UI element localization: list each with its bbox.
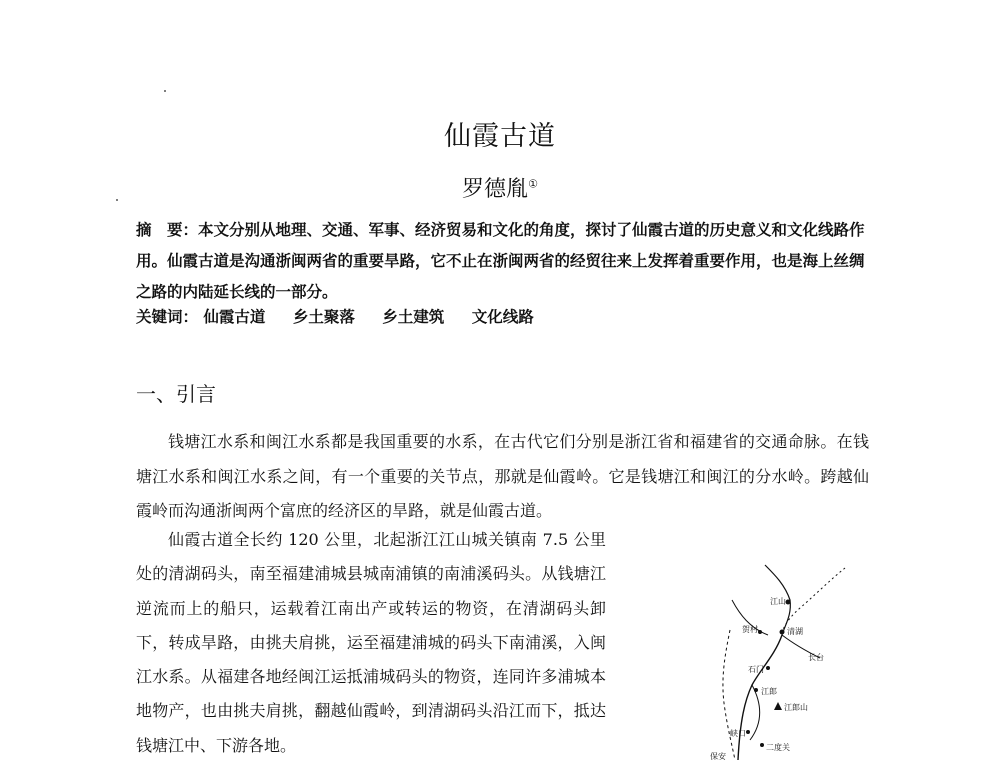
map-river-east	[782, 568, 845, 632]
keywords	[136, 304, 876, 330]
map-mountain-icon	[774, 702, 782, 710]
map-label-xiakou: 峡口	[730, 729, 746, 738]
author-footnote-mark: ①	[528, 177, 538, 191]
map-label-jiangshan: 江山	[770, 597, 786, 606]
route-map	[690, 560, 870, 760]
keyword-item: 乡土建筑	[382, 307, 445, 326]
section-heading: 一、引言	[136, 382, 216, 406]
body-paragraph-1: 钱塘江水系和闽江水系都是我国重要的水系，在古代它们分别是浙江省和福建省的交通命脉。在钱塘江水系和闽江水系之间，有一个重要的关节点，那就是仙霞岭。它是钱塘江和闽江的分水岭。跨越仙霞岭而沟通浙闽两个富庶的经济区的旱路，就是仙霞古道。	[136, 432, 869, 520]
map-marker-hecun	[758, 630, 762, 634]
map-marker-qinghu	[780, 630, 785, 635]
map-label-erduguan: 二度关	[766, 743, 790, 752]
map-label-jianglangshan: 江郎山	[784, 703, 808, 712]
map-marker-erduguan	[760, 743, 764, 747]
map-label-changtai: 长台	[808, 653, 824, 662]
map-route-dotted	[723, 630, 735, 760]
keywords-label: 关键词：	[136, 307, 199, 326]
scan-speck-1	[164, 90, 166, 92]
map-label-shimen: 石门	[748, 665, 764, 674]
page-title: 仙霞古道	[444, 121, 556, 152]
author-name: 罗德胤	[462, 177, 529, 202]
abstract-text: 本文分别从地理、交通、军事、经济贸易和文化的角度，探讨了仙霞古道的历史意义和文化线路作用。仙霞古道是沟通浙闽两省的重要旱路，它不止在浙闽两省的经贸往来上发挥着重要作用，也是海上丝绸之路的内陆延长线的一部分。	[136, 220, 865, 301]
map-label-hecun: 贺村	[742, 625, 758, 634]
map-route-main	[738, 635, 782, 760]
abstract	[136, 214, 876, 307]
keyword-item: 文化线路	[471, 307, 534, 326]
keyword-item: 乡土聚落	[292, 307, 355, 326]
map-marker-jiangshan	[786, 600, 791, 605]
map-route-south	[750, 685, 760, 740]
author-line	[0, 172, 1000, 203]
map-label-baoan: 保安	[710, 752, 726, 760]
abstract-label: 摘 要：	[136, 220, 199, 239]
keyword-item: 仙霞古道	[203, 307, 266, 326]
map-marker-jianglang	[754, 688, 758, 692]
map-marker-shimen	[766, 666, 770, 670]
map-label-jianglang: 江郎	[761, 687, 777, 696]
body-paragraph-2: 仙霞古道全长约 120 公里，北起浙江江山城关镇南 7.5 公里处的清湖码头，南至福建浦城县城南浦镇的南浦溪码头。从钱塘江逆流而上的船只，运载着江南出产或转运的物资，在清湖码头卸下，转成旱路，由挑夫肩挑，运至福建浦城的码头下南浦溪，入闽江水系。从福建各地经闽江运抵浦城码头的物资，连同许多浦城本地物产，也由挑夫肩挑，翻越仙霞岭，到清湖码头沿江而下，抵达钱塘江中、下游各地。	[136, 530, 606, 755]
map-label-qinghu: 清湖	[787, 627, 803, 636]
map-marker-xiakou	[746, 730, 750, 734]
